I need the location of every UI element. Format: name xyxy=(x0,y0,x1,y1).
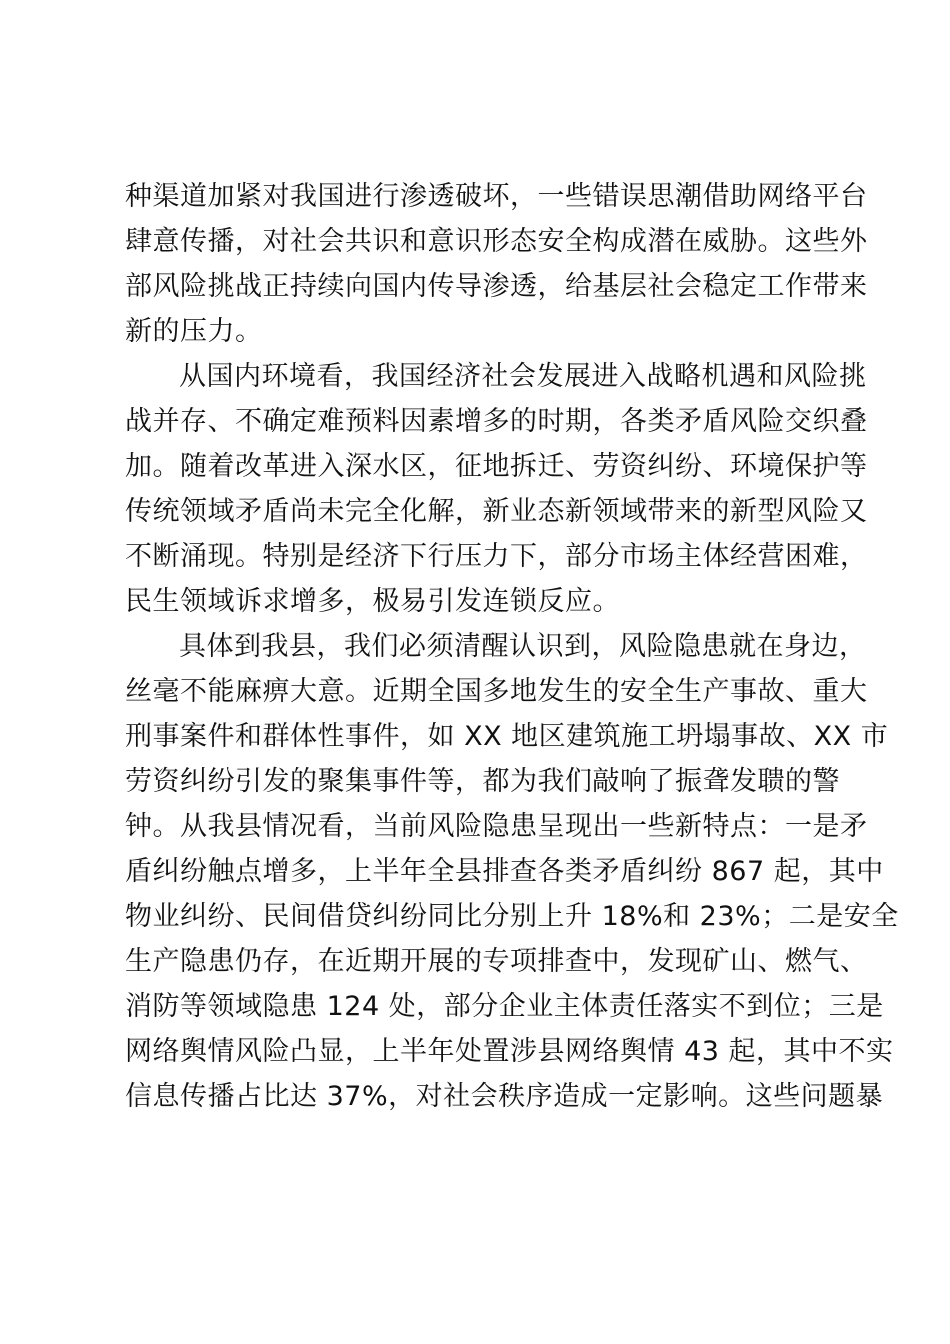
text-line: 新的压力。 xyxy=(125,316,263,347)
text-line: 消防等领域隐患 124 处，部分企业主体责任落实不到位；三是 xyxy=(125,991,884,1022)
text-line: 具体到我县，我们必须清醒认识到，风险隐患就在身边， xyxy=(179,631,867,662)
text-line: 民生领域诉求增多，极易引发连锁反应。 xyxy=(125,586,620,617)
text-line: 部风险挑战正持续向国内传导渗透，给基层社会稳定工作带来 xyxy=(125,271,868,302)
text-line: 钟。从我县情况看，当前风险隐患呈现出一些新特点：一是矛 xyxy=(125,811,868,842)
text-line: 网络舆情风险凸显，上半年处置涉县网络舆情 43 起，其中不实 xyxy=(125,1036,894,1067)
text-line: 种渠道加紧对我国进行渗透破坏，一些错误思潮借助网络平台 xyxy=(125,181,868,212)
paragraph-2 xyxy=(125,354,868,624)
text-line: 劳资纠纷引发的聚集事件等，都为我们敲响了振聋发聩的警 xyxy=(125,766,840,797)
text-line: 刑事案件和群体性事件，如 XX 地区建筑施工坍塌事故、XX 市 xyxy=(125,721,889,752)
text-line: 生产隐患仍存，在近期开展的专项排查中，发现矿山、燃气、 xyxy=(125,946,868,977)
text-line: 盾纠纷触点增多，上半年全县排查各类矛盾纠纷 867 起，其中 xyxy=(125,856,884,887)
text-line: 加。随着改革进入深水区，征地拆迁、劳资纠纷、环境保护等 xyxy=(125,451,868,482)
text-line: 信息传播占比达 37%，对社会秩序造成一定影响。这些问题暴 xyxy=(125,1081,884,1112)
text-line: 肆意传播，对社会共识和意识形态安全构成潜在威胁。这些外 xyxy=(125,226,868,257)
text-line: 不断涌现。特别是经济下行压力下，部分市场主体经营困难， xyxy=(125,541,868,572)
text-line: 战并存、不确定难预料因素增多的时期，各类矛盾风险交织叠 xyxy=(125,406,868,437)
paragraph-1 xyxy=(125,174,868,354)
text-line: 传统领域矛盾尚未完全化解，新业态新领域带来的新型风险又 xyxy=(125,496,868,527)
text-line: 从国内环境看，我国经济社会发展进入战略机遇和风险挑 xyxy=(179,361,867,392)
paragraph-3 xyxy=(125,624,899,1119)
text-line: 丝毫不能麻痹大意。近期全国多地发生的安全生产事故、重大 xyxy=(125,676,868,707)
document-body xyxy=(125,174,899,1119)
text-line: 物业纠纷、民间借贷纠纷同比分别上升 18%和 23%；二是安全 xyxy=(125,901,899,932)
